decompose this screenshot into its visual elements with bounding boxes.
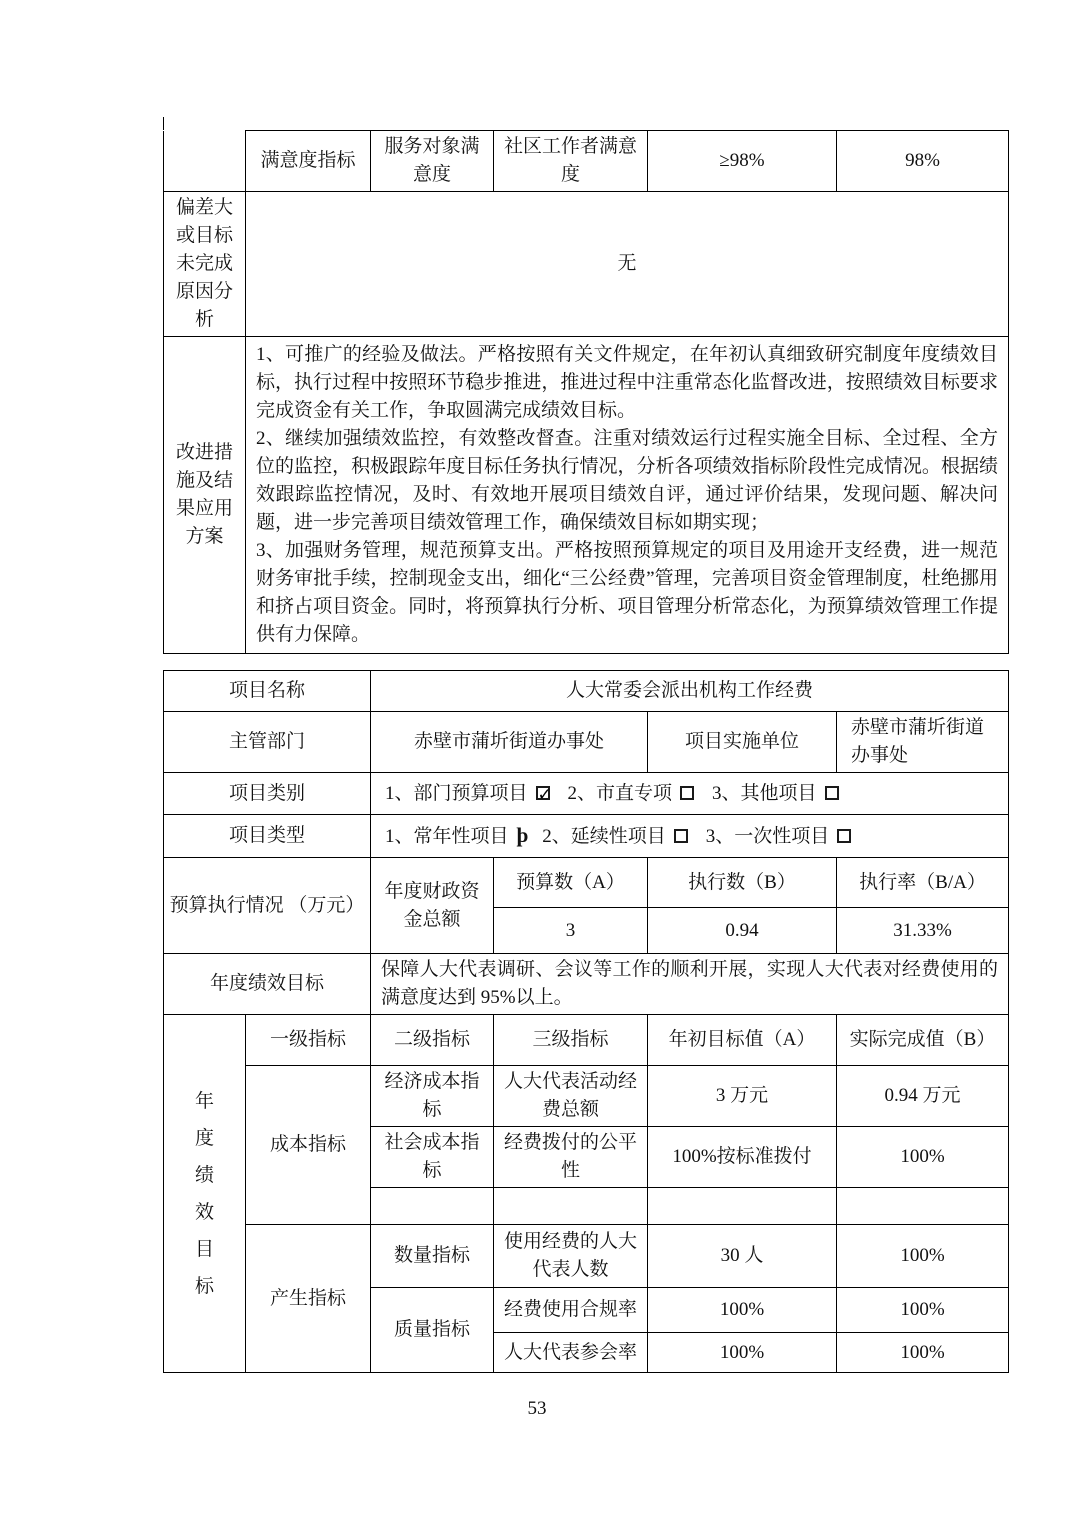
deviation-analysis-value: 无 xyxy=(246,192,1009,337)
type-option-1-text: 1、常年性项目 xyxy=(385,826,509,847)
social-cost-target: 100%按标准拨付 xyxy=(648,1127,837,1188)
project-type-row xyxy=(164,815,1009,858)
improvement-item-2: 2、继续加强绩效监控，有效整改督查。注重对绩效运行过程实施全目标、全过程、全方位的监控，积极跟踪年度目标任务执行情况，分析各项绩效指标阶段性完成情况。根据绩效跟踪监控情况，及时、有效地开展项目绩效自评，通过评价结果，发现问题、解决问题，进一步完善项目绩效管理工作，确保绩效目标如期实现； xyxy=(256,428,998,533)
quantity-indicator-label: 数量指标 xyxy=(371,1225,494,1288)
execution-amount-value: 0.94 xyxy=(648,908,837,954)
annual-goal-row xyxy=(164,954,1009,1015)
execution-rate-header: 执行率（B/A） xyxy=(837,858,1009,908)
department-row xyxy=(164,712,1009,773)
category-option-2-checkbox-icon xyxy=(680,786,694,800)
budget-amount-value: 3 xyxy=(494,908,648,954)
empty-target-cell xyxy=(648,1188,837,1225)
implementing-unit-value: 赤壁市蒲圻街道办事处 xyxy=(837,712,1009,773)
table-continuation-border xyxy=(163,117,164,130)
satisfaction-target-value: ≥98% xyxy=(648,131,837,192)
project-evaluation-table xyxy=(163,670,1009,1373)
economic-cost-target: 3 万元 xyxy=(648,1066,837,1127)
level2-indicator-header: 二级指标 xyxy=(371,1015,494,1066)
empty-level2-cell xyxy=(371,1188,494,1225)
level3-indicator-header: 三级指标 xyxy=(494,1015,648,1066)
satisfaction-level3-cell: 社区工作者满意度 xyxy=(494,131,648,192)
type-option-3-text: 3、一次性项目 xyxy=(705,826,830,847)
satisfaction-row xyxy=(164,131,1009,192)
project-category-label: 项目类别 xyxy=(164,773,371,815)
deviation-row xyxy=(164,192,1009,337)
satisfaction-indicator-label: 满意度指标 xyxy=(246,131,371,192)
economic-cost-actual: 0.94 万元 xyxy=(837,1066,1009,1127)
deviation-analysis-label: 偏差大或目标未完成原因分析 xyxy=(164,192,246,337)
department-value: 赤壁市蒲圻街道办事处 xyxy=(371,712,648,773)
department-label: 主管部门 xyxy=(164,712,371,773)
compliance-rate-level3: 经费使用合规率 xyxy=(494,1288,648,1333)
budget-execution-label: 预算执行情况 （万元） xyxy=(164,858,371,954)
quality-indicator-label: 质量指标 xyxy=(371,1288,494,1373)
project-name-value: 人大常委会派出机构工作经费 xyxy=(371,671,1009,712)
quantity-level3: 使用经费的人大代表人数 xyxy=(494,1225,648,1288)
project-type-label: 项目类型 xyxy=(164,815,371,858)
type-option-2-text: 2、延续性项目 xyxy=(542,826,666,847)
quantity-indicator-row xyxy=(164,1225,1009,1288)
economic-cost-label: 经济成本指标 xyxy=(371,1066,494,1127)
execution-amount-header: 执行数（B） xyxy=(648,858,837,908)
execution-rate-value: 31.33% xyxy=(837,908,1009,954)
improvement-plan-content xyxy=(246,337,1009,654)
attendance-rate-actual: 100% xyxy=(837,1333,1009,1373)
economic-cost-level3: 人大代表活动经费总额 xyxy=(494,1066,648,1127)
empty-level3-cell xyxy=(494,1188,648,1225)
project-category-options xyxy=(371,773,1009,815)
improvement-row xyxy=(164,337,1009,654)
category-option-3-text: 3、其他项目 xyxy=(712,782,817,804)
economic-cost-row xyxy=(164,1066,1009,1127)
improvement-item-1: 1、可推广的经验及做法。严格按照有关文件规定，在年初认真细致研究制度年度绩效目标，执行过程中按照环节稳步推进，推进过程中注重常态化监督改进，按照绩效目标要求完成资金有关工作，争取圆满完成绩效目标。 xyxy=(256,344,998,421)
quantity-actual: 100% xyxy=(837,1225,1009,1288)
category-option-1-checked-checkbox-icon xyxy=(536,786,550,800)
type-option-3-checkbox-icon xyxy=(837,829,851,843)
compliance-rate-actual: 100% xyxy=(837,1288,1009,1333)
compliance-rate-target: 100% xyxy=(648,1288,837,1333)
continued-empty-cell xyxy=(164,131,246,192)
attendance-rate-target: 100% xyxy=(648,1333,837,1373)
level1-indicator-header: 一级指标 xyxy=(246,1015,371,1066)
actual-value-header: 实际完成值（B） xyxy=(837,1015,1009,1066)
empty-actual-cell xyxy=(837,1188,1009,1225)
project-name-row xyxy=(164,671,1009,712)
social-cost-level3: 经费拨付的公平性 xyxy=(494,1127,648,1188)
output-indicator-group-label: 产生指标 xyxy=(246,1225,371,1373)
page-number: 53 xyxy=(527,1398,547,1419)
annual-fund-total-label: 年度财政资金总额 xyxy=(371,858,494,954)
attendance-rate-level3: 人大代表参会率 xyxy=(494,1333,648,1373)
project-name-label: 项目名称 xyxy=(164,671,371,712)
improvement-plan-label: 改进措施及结果应用方案 xyxy=(164,337,246,654)
performance-table-continued xyxy=(163,130,1009,654)
project-category-row xyxy=(164,773,1009,815)
annual-goal-side-cell xyxy=(164,1015,246,1373)
category-option-2-text: 2、市直专项 xyxy=(567,782,673,804)
quantity-target: 30 人 xyxy=(648,1225,837,1288)
category-option-1-text: 1、部门预算项目 xyxy=(385,782,528,804)
satisfaction-actual-value: 98% xyxy=(837,131,1009,192)
type-option-2-checkbox-icon xyxy=(674,829,688,843)
annual-goal-value: 保障人大代表调研、会议等工作的顺利开展，实现人大代表对经费使用的满意度达到 95%以上。 xyxy=(371,954,1009,1015)
budget-header-row xyxy=(164,858,1009,908)
budget-amount-header: 预算数（A） xyxy=(494,858,648,908)
implementing-unit-label: 项目实施单位 xyxy=(648,712,837,773)
type-option-1-check-mark-icon: þ xyxy=(516,823,529,847)
social-cost-actual: 100% xyxy=(837,1127,1009,1188)
satisfaction-level2-cell: 服务对象满意度 xyxy=(371,131,494,192)
annual-goal-vertical-label: 年度绩效目标 xyxy=(194,1090,214,1297)
social-cost-label: 社会成本指标 xyxy=(371,1127,494,1188)
project-type-options xyxy=(371,815,1009,858)
category-option-3-checkbox-icon xyxy=(825,786,839,800)
improvement-item-3: 3、加强财务管理，规范预算支出。严格按照预算规定的项目及用途开支经费，进一规范财务审批手续，控制现金支出，细化“三公经费”管理，完善项目资金管理制度，杜绝挪用和挤占项目资金。同时，将预算执行分析、项目管理分析常态化，为预算绩效管理工作提供有力保障。 xyxy=(256,540,998,645)
target-value-header: 年初目标值（A） xyxy=(648,1015,837,1066)
annual-goal-label: 年度绩效目标 xyxy=(164,954,371,1015)
cost-indicator-group-label: 成本指标 xyxy=(246,1066,371,1225)
indicator-header-row xyxy=(164,1015,1009,1066)
